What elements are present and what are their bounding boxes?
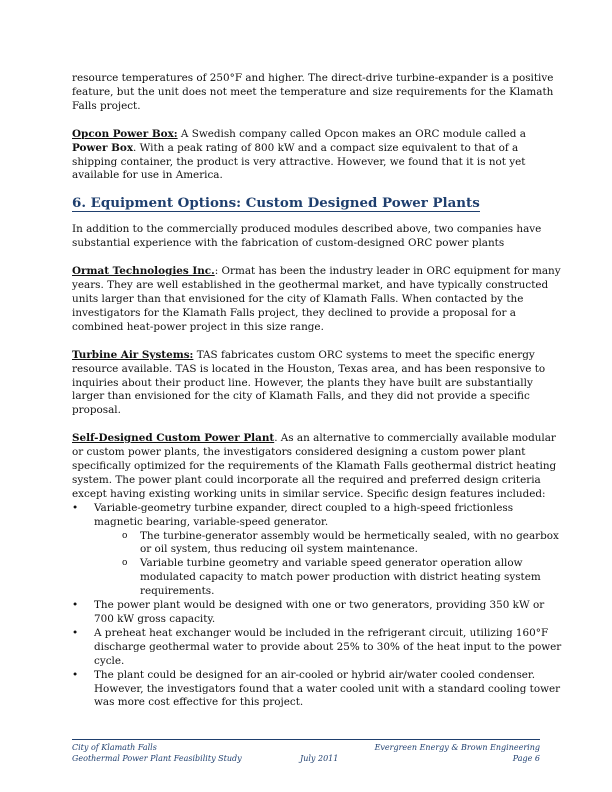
bullet-icon: • [72, 599, 79, 612]
bullet-icon: • [72, 501, 79, 514]
tas-text: TAS fabricates custom ORC systems to meet the specific energy resource available. TAS is located in the Houston, Texas area, and has been responsive to inquiries about their product line. However, the plants they have built are substantially larger than envisioned for the city of Klamath Falls, and they did not provide a specific proposal. [72, 348, 546, 417]
list-item: • The plant could be designed for an air-cooled or hybrid air/water cooled condenser. However, the investigators found that a water cooled unit with a standard cooling tower was more cost effective for this project. [72, 668, 561, 709]
list-item: • The power plant would be designed with one or two generators, providing 350 kW or 700 kW gross capacity. [72, 599, 545, 625]
circle-bullet-icon: o [122, 558, 128, 569]
ormat-text: : Ormat has been the industry leader in ORC equipment for many years. They are well established in the geothermal market, and have typically constructed units larger than that envisioned for the city of Klamath Falls. When contacted by the investigators for the Klamath Falls project, they declined to provide a proposal for a combined heat-power project in this size range. [72, 265, 561, 333]
self-designed-lead: Self-Designed Custom Power Plant [72, 432, 275, 445]
footer-date: July 2011 [300, 753, 339, 763]
page-footer [72, 739, 540, 764]
ormat-lead: Ormat Technologies Inc. [72, 265, 215, 278]
circle-bullet-icon: o [122, 530, 128, 541]
bullet-icon: • [72, 668, 79, 681]
bullet-icon: • [72, 626, 79, 639]
opcon-product-name: Power Box [72, 141, 134, 154]
opcon-text-1: A Swedish company called Opcon makes an ORC module called a [177, 127, 526, 140]
list-item: • Variable-geometry turbine expander, direct coupled to a high-speed frictionless magnetic bearing, variable-speed generator. o The turbine-generator assembly would be hermetically sealed, with no gearbox or oil system, thus reducing oil system maintenance. o Variable turbine geometry and variable speed generator operation allow modulated capacity to match power production with district heating system requirements. [72, 502, 562, 599]
intro-paragraph: resource temperatures of 250°F and higher. The direct-drive turbine-expander is a positive feature, but the unit does not meet the temperature and size requirements for the Klamath Falls project. [72, 72, 554, 112]
self-designed-paragraph [72, 432, 562, 502]
opcon-paragraph [72, 128, 562, 184]
page-body [72, 72, 562, 710]
opcon-text-2: . With a peak rating of 800 kW and a compact size equivalent to that of a shipping container, the product is very attractive. However, we found that it is not yet available for use in America. [72, 141, 526, 182]
design-features-list [72, 502, 562, 711]
footer-organization: City of Klamath Falls [72, 743, 157, 752]
tas-paragraph [72, 349, 562, 419]
footer-page-number: Page 6 [512, 753, 540, 763]
list-item: o The turbine-generator assembly would be hermetically sealed, with no gearbox or oil system, thus reducing oil system maintenance. [122, 529, 559, 556]
section-heading: 6. Equipment Options: Custom Designed Power Plants [72, 195, 480, 212]
section-intro: In addition to the commercially produced modules described above, two companies have substantial experience with the fabrication of custom-designed ORC power plants [72, 223, 542, 250]
self-designed-text: . As an alternative to commercially available modular or custom power plants, the investigators considered designing a custom power plant specifically optimized for the requirements of the Klamath Falls geothermal district heating system. The power plant could incorporate all the required and preferred design criteria except having existing working units in similar service. Specific design features included: [72, 432, 557, 500]
opcon-lead: Opcon Power Box: [72, 127, 178, 140]
footer-authors: Evergreen Energy & Brown Engineering [374, 743, 540, 752]
sub-list [94, 530, 562, 600]
list-item: o Variable turbine geometry and variable speed generator operation allow modulated capacity to match power production with district heating system requirements. [122, 557, 541, 598]
list-item: • A preheat heat exchanger would be included in the refrigerant circuit, utilizing 160°F discharge geothermal water to provide about 25% to 30% of the heat input to the power cycle. [72, 626, 562, 667]
footer-document-title: Geothermal Power Plant Feasibility Study [72, 753, 242, 763]
tas-lead: Turbine Air Systems: [72, 348, 194, 361]
ormat-paragraph [72, 265, 562, 335]
